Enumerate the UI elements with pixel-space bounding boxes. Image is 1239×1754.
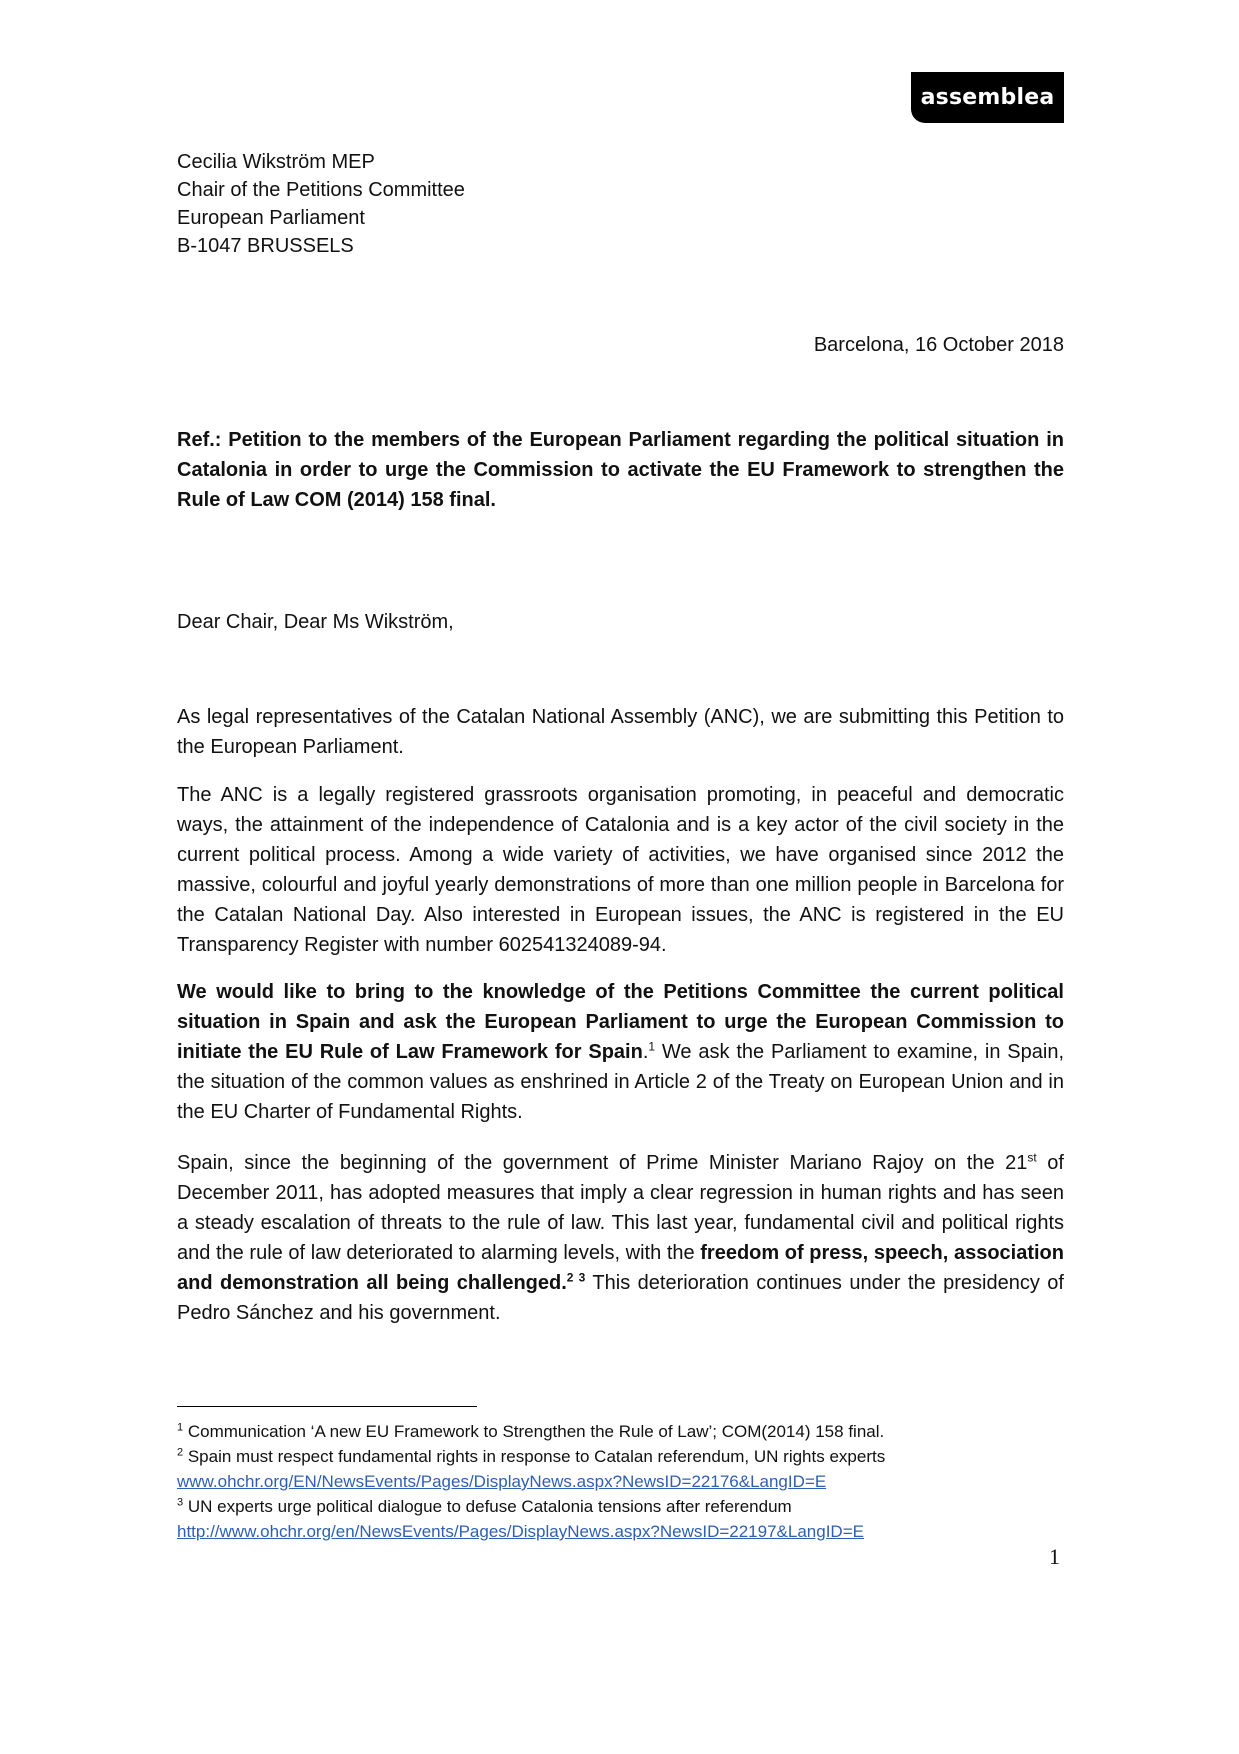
recipient-institution: European Parliament xyxy=(177,207,365,229)
salutation: Dear Chair, Dear Ms Wikström, xyxy=(177,611,454,633)
assemblea-logo xyxy=(911,72,1064,123)
footnote-2-number: 2 xyxy=(177,1446,184,1459)
paragraph-intro xyxy=(177,702,1064,762)
footnote-refs-2-3: 2 3 xyxy=(566,1270,586,1285)
paragraph-request-text xyxy=(177,977,1064,1127)
paragraph-spain-situation xyxy=(177,1148,1064,1328)
footnote-2-link-line xyxy=(177,1469,1077,1494)
footnote-1-text: Communication ‘A new EU Framework to Strengthen the Rule of Law’; COM(2014) 158 final. xyxy=(183,1422,885,1441)
recipient-city: B-1047 BRUSSELS xyxy=(177,235,354,257)
recipient-name: Cecilia Wikström MEP xyxy=(177,151,375,173)
ordinal-suffix: st xyxy=(1027,1150,1037,1165)
reference-line: Ref.: Petition to the members of the European Parliament regarding the political situation in Catalonia in order to urge the Commission to activate the EU Framework to strengthen the Rule of Law COM (2014) 158 final. xyxy=(177,429,1064,511)
footnote-1 xyxy=(177,1419,1077,1444)
letter-date: Barcelona, 16 October 2018 xyxy=(813,334,1064,356)
footnote-2-text: Spain must respect fundamental rights in response to Catalan referendum, UN rights experts xyxy=(183,1447,886,1466)
footnote-3-link[interactable]: http://www.ohchr.org/en/NewsEvents/Pages/DisplayNews.aspx?NewsID=22197&LangID=E xyxy=(177,1522,864,1541)
paragraph-intro-text: As legal representatives of the Catalan National Assembly (ANC), we are submitting this Petition to the European Parliament. xyxy=(177,706,1064,758)
footnotes xyxy=(177,1419,1077,1544)
spain-text-start: Spain, since the beginning of the government of Prime Minister Mariano Rajoy on the 21 xyxy=(177,1152,1028,1174)
paragraph-request xyxy=(177,977,1064,1127)
footnote-2-link[interactable]: www.ohchr.org/EN/NewsEvents/Pages/DisplayNews.aspx?NewsID=22176&LangID=E xyxy=(177,1472,827,1491)
footnote-3-text: UN experts urge political dialogue to defuse Catalonia tensions after referendum xyxy=(183,1497,792,1516)
paragraph-anc-text: The ANC is a legally registered grassroots organisation promoting, in peaceful and democratic ways, the attainment of the independence of Catalonia and is a key actor of the civil society in the current political process. Among a wide variety of activities, we have organised since 2012 the massive, colourful and joyful yearly demonstrations of more than one million people in Barcelona for the Catalan National Day. Also interested in European issues, the ANC is registered in the EU Transparency Register with number 602541324089-94. xyxy=(177,784,1064,956)
logo-text: assemblea xyxy=(920,85,1055,110)
request-bold-text: We would like to bring to the knowledge of the Petitions Committee the current political situation in Spain and ask the European Parliament to urge the European Commission to initiate the EU Rule of Law Framework for Spain xyxy=(177,981,1064,1063)
footnote-ref-1: 1 xyxy=(648,1039,656,1054)
request-rest-text: We ask the Parliament to examine, in Spain, the situation of the common values as enshrined in Article 2 of the Treaty on European Union and in the EU Charter of Fundamental Rights. xyxy=(177,1041,1064,1123)
spain-bold-text: freedom of press, speech, association and demonstration all being challenged. xyxy=(177,1242,1064,1294)
request-punct: . xyxy=(642,1041,649,1063)
footnote-3-number: 3 xyxy=(177,1496,184,1509)
footnote-3 xyxy=(177,1494,1077,1519)
spain-text-mid: of December 2011, has adopted measures that imply a clear regression in human rights and has seen a steady escalation of threats to the rule of law. This last year, fundamental civil and political rights and the rule of law deteriorated to alarming levels, with the xyxy=(177,1152,1064,1264)
footnote-1-number: 1 xyxy=(177,1421,184,1434)
paragraph-anc-description xyxy=(177,780,1064,960)
paragraph-spain-text xyxy=(177,1148,1064,1328)
page-number: 1 xyxy=(1049,1544,1060,1569)
footnote-2 xyxy=(177,1444,1077,1469)
recipient-address xyxy=(177,148,465,260)
recipient-title: Chair of the Petitions Committee xyxy=(177,179,465,201)
footnote-3-link-line xyxy=(177,1519,1077,1544)
spain-text-end: This deterioration continues under the presidency of Pedro Sánchez and his government. xyxy=(177,1272,1064,1324)
footnote-separator xyxy=(177,1406,477,1407)
